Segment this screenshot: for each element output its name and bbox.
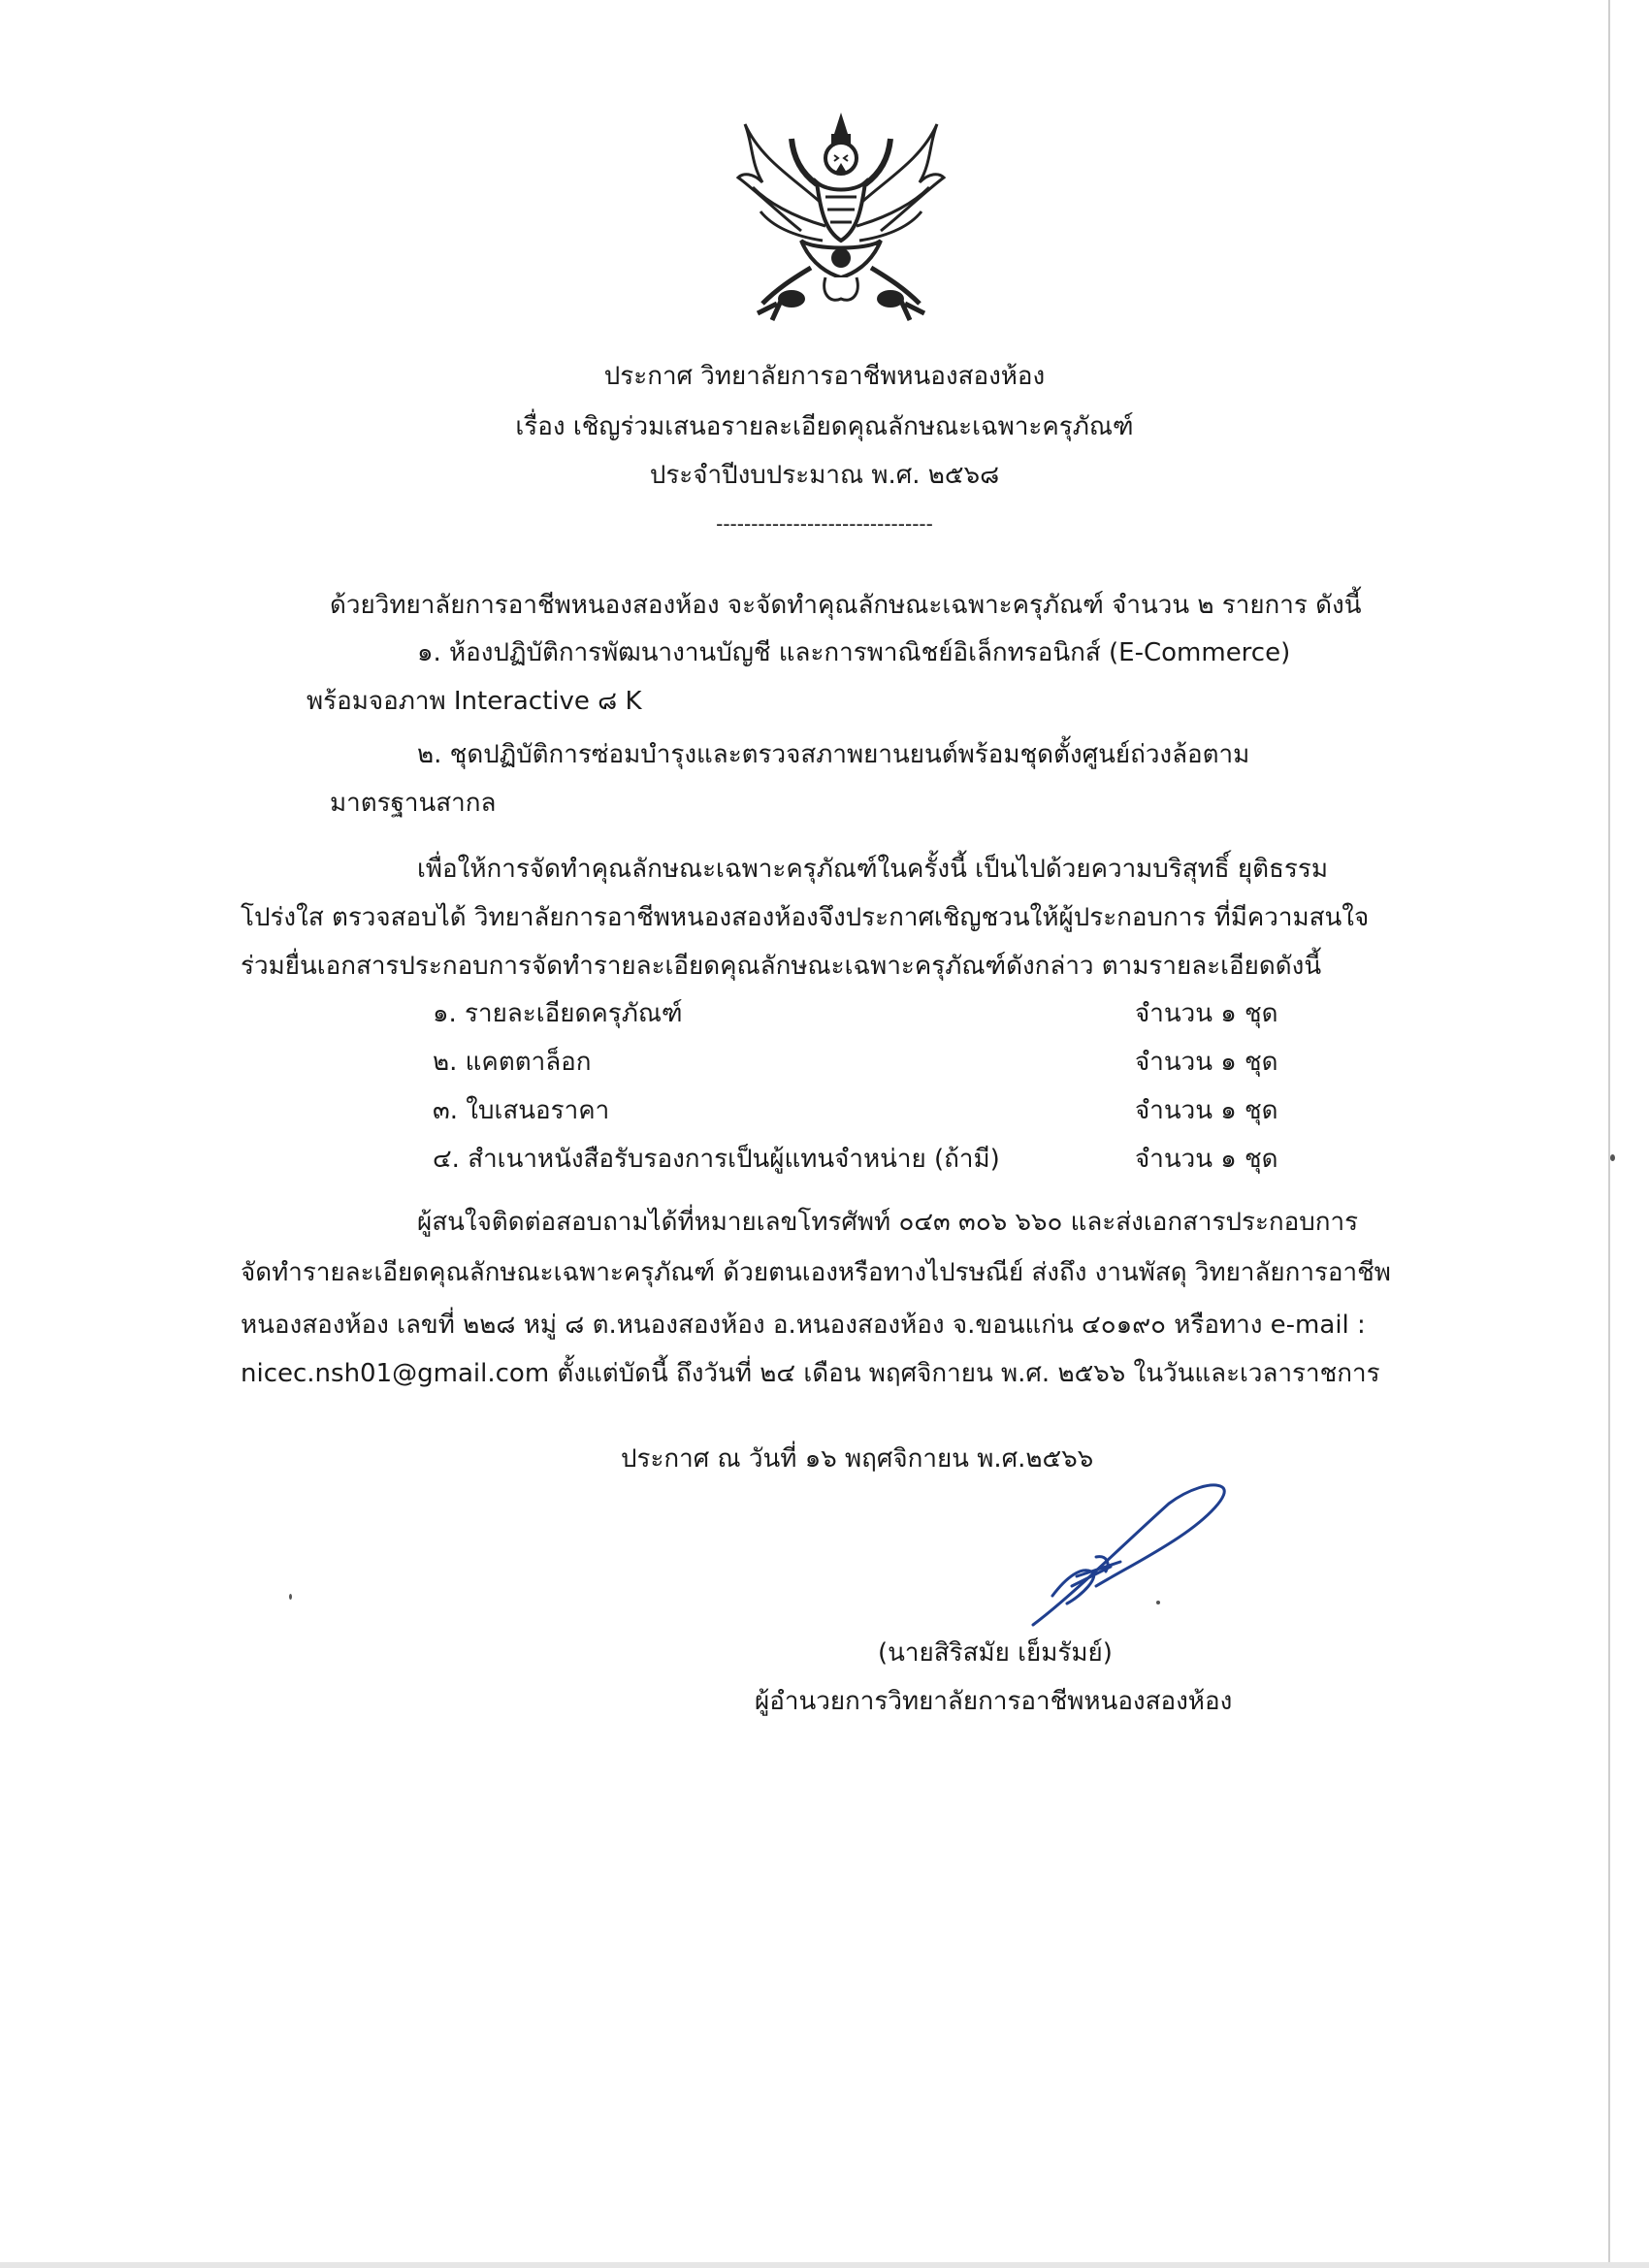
scan-edge-right — [1608, 0, 1610, 2268]
signatory-position: ผู้อำนวยการวิทยาลัยการอาชีพหนองสองห้อง — [755, 1687, 1233, 1716]
equipment-item-1-cont: พร้อมจอภาพ Interactive ๘ K — [307, 687, 642, 716]
purpose-paragraph-line: เพื่อให้การจัดทำคุณลักษณะเฉพาะครุภัณฑ์ในครั้งนี้ เป็นไปด้วยความบริสุทธิ์ ยุติธรรม — [417, 855, 1328, 884]
scan-edge-bottom — [0, 2262, 1649, 2268]
document-list-item: ๔. สำเนาหนังสือรับรองการเป็นผู้แทนจำหน่าย (ถ้ามี) — [433, 1145, 1000, 1174]
announcement-title: ประกาศ วิทยาลัยการอาชีพหนองสองห้อง — [603, 362, 1046, 391]
document-list-qty: จำนวน ๑ ชุด — [1135, 999, 1278, 1028]
signature-image — [1014, 1479, 1246, 1635]
document-list-item: ๒. แคตตาล็อก — [433, 1048, 592, 1077]
contact-paragraph-line: หนองสองห้อง เลขที่ ๒๒๘ หมู่ ๘ ต.หนองสองห้อง อ.หนองสองห้อง จ.ขอนแก่น ๔๐๑๙๐ หรือทาง e-mail : — [241, 1311, 1366, 1340]
garuda-emblem-icon — [733, 105, 949, 330]
document-list-qty: จำนวน ๑ ชุด — [1135, 1096, 1278, 1125]
announcement-date: ประกาศ ณ วันที่ ๑๖ พฤศจิกายน พ.ศ.๒๕๖๖ — [621, 1444, 1094, 1474]
announcement-subject: เรื่อง เชิญร่วมเสนอรายละเอียดคุณลักษณะเฉพาะครุภัณฑ์ — [515, 412, 1134, 441]
announcement-fiscal-year: ประจำปีงบประมาณ พ.ศ. ๒๕๖๘ — [649, 461, 1000, 490]
scan-speck — [1610, 1154, 1615, 1161]
document-list-qty: จำนวน ๑ ชุด — [1135, 1048, 1278, 1077]
intro-paragraph: ด้วยวิทยาลัยการอาชีพหนองสองห้อง จะจัดทำคุณลักษณะเฉพาะครุภัณฑ์ จำนวน ๒ รายการ ดังนี้ — [330, 591, 1362, 620]
equipment-item-2: ๒. ชุดปฏิบัติการซ่อมบำรุงและตรวจสภาพยานยนต์พร้อมชุดตั้งศูนย์ถ่วงล้อตาม — [417, 740, 1250, 769]
document-list-item: ๑. รายละเอียดครุภัณฑ์ — [433, 999, 683, 1028]
scan-speck — [289, 1594, 292, 1600]
document-list-item: ๓. ใบเสนอราคา — [433, 1096, 610, 1125]
document-list-qty: จำนวน ๑ ชุด — [1135, 1145, 1278, 1174]
header-divider: ------------------------------- — [716, 512, 933, 535]
purpose-paragraph-line: โปร่งใส ตรวจสอบได้ วิทยาลัยการอาชีพหนองสองห้องจึงประกาศเชิญชวนให้ผู้ประกอบการ ที่มีความสนใจ — [241, 903, 1370, 932]
contact-paragraph-line: nicec.nsh01@gmail.com ตั้งแต่บัดนี้ ถึงวันที่ ๒๔ เดือน พฤศจิกายน พ.ศ. ๒๕๖๖ ในวันและเวลาราชการ — [241, 1359, 1380, 1388]
contact-paragraph-line: จัดทำรายละเอียดคุณลักษณะเฉพาะครุภัณฑ์ ด้วยตนเองหรือทางไปรษณีย์ ส่งถึง งานพัสดุ วิทยาลัยการอาชีพ — [241, 1258, 1391, 1287]
equipment-item-1: ๑. ห้องปฏิบัติการพัฒนางานบัญชี และการพาณิชย์อิเล็กทรอนิกส์ (E-Commerce) — [417, 638, 1291, 667]
contact-paragraph-line: ผู้สนใจติดต่อสอบถามได้ที่หมายเลขโทรศัพท์ ๐๔๓ ๓๐๖ ๖๖๐ และส่งเอกสารประกอบการ — [417, 1208, 1359, 1237]
signatory-name: (นายสิริสมัย เย็มรัมย์) — [878, 1638, 1113, 1668]
purpose-paragraph-line: ร่วมยื่นเอกสารประกอบการจัดทำรายละเอียดคุณลักษณะเฉพาะครุภัณฑ์ดังกล่าว ตามรายละเอียดดังนี้ — [241, 952, 1322, 981]
equipment-item-2-cont: มาตรฐานสากล — [330, 789, 497, 818]
scan-speck — [1156, 1601, 1160, 1604]
